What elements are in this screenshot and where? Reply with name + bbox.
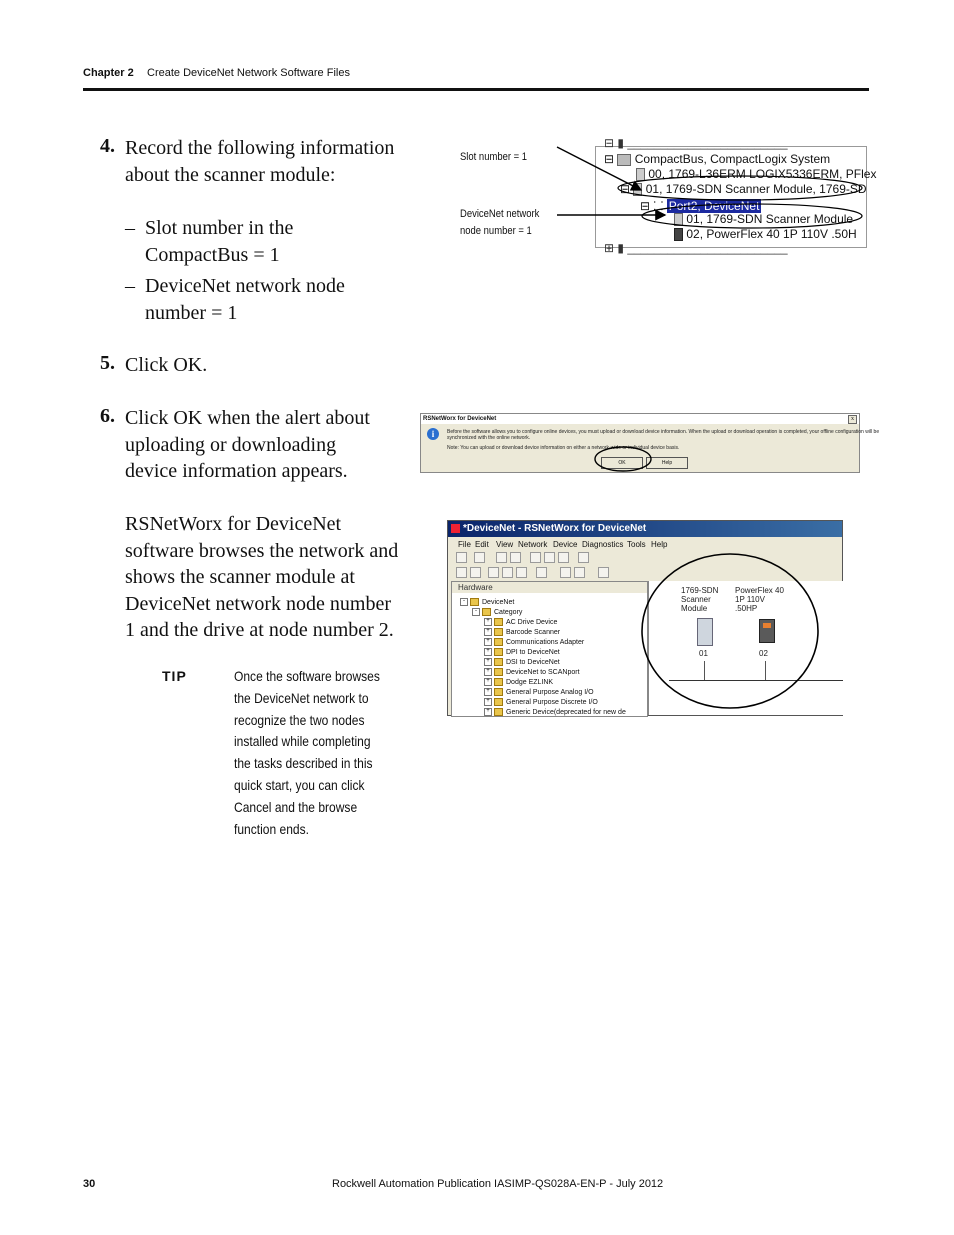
tip-line: Once the software browses: [234, 668, 380, 684]
expand-icon[interactable]: +: [484, 668, 492, 676]
hw-label: DeviceNet to SCANport: [506, 669, 580, 676]
highlight-ellipse-ok: [595, 447, 651, 471]
menu-help[interactable]: Help: [651, 540, 668, 549]
menu-network[interactable]: Network: [518, 540, 548, 549]
step-6-line: Click OK when the alert about: [125, 407, 370, 429]
hw-label: General Purpose Discrete I/O: [506, 699, 598, 706]
tree-label: 00, 1769-L36ERM LOGIX5336ERM, PFlex: [648, 167, 877, 181]
publication-info: Rockwell Automation Publication IASIMP-QS028A-EN-P - July 2012: [332, 1178, 664, 1190]
paragraph-line: 1 and the drive at node number 2.: [125, 619, 394, 641]
page-number: 30: [83, 1178, 96, 1190]
hw-label: DPI to DeviceNet: [506, 649, 560, 656]
step-4-line: about the scanner module:: [125, 163, 336, 186]
network-icon: ⸬: [653, 199, 664, 213]
dialog-title: RSNetWorx for DeviceNet: [421, 414, 859, 424]
chapter-title: Create DeviceNet Network Software Files: [147, 67, 350, 79]
expand-icon[interactable]: ⊟: [620, 182, 631, 196]
hw-label: Category: [494, 609, 523, 616]
expand-icon[interactable]: +: [484, 638, 492, 646]
hw-label: General Purpose Analog I/O: [506, 689, 594, 696]
step-5-text: Click OK.: [125, 354, 208, 376]
info-icon: i: [427, 428, 439, 440]
highlight-ellipse-node: [642, 204, 862, 228]
dialog-note: Note: You can upload or download device information on either a network-wide or individual device basis.: [447, 445, 680, 451]
hw-label: DeviceNet: [482, 599, 515, 606]
hw-label: Barcode Scanner: [506, 629, 561, 636]
node-address-2: 02: [759, 649, 768, 658]
menu-tools[interactable]: Tools: [627, 540, 646, 549]
device-label-scanner: 1769-SDN Scanner Module: [681, 586, 719, 613]
hw-label: AC Drive Device: [506, 619, 558, 626]
step-6-line: device information appears.: [125, 460, 348, 482]
tree-label: 01, 1769-SDN Scanner Module: [686, 212, 854, 226]
node-address-1: 01: [699, 649, 708, 658]
expand-icon[interactable]: +: [484, 658, 492, 666]
paragraph-line: DeviceNet network node number: [125, 592, 392, 615]
expand-icon[interactable]: +: [484, 628, 492, 636]
expand-icon[interactable]: ⊟: [604, 152, 615, 166]
tree-label: CompactBus, CompactLogix System: [634, 152, 831, 166]
expand-icon[interactable]: +: [484, 618, 492, 626]
callout-line: node number = 1: [460, 225, 532, 237]
tree-row-partial: ⊞ ▮ ________________________: [604, 241, 788, 255]
hw-label: Generic Device(deprecated for new de: [506, 709, 626, 716]
sub-item-line: CompactBus = 1: [145, 243, 280, 266]
paragraph-line: RSNetWorx for DeviceNet: [125, 513, 342, 535]
step-6-line: uploading or downloading: [125, 433, 337, 456]
tip-label: TIP: [162, 668, 187, 684]
sub-item-line: Slot number in the: [145, 217, 294, 239]
expand-icon[interactable]: ⊟: [640, 199, 651, 213]
tree-label-selected: Port2, DeviceNet: [668, 199, 760, 213]
menu-file[interactable]: File: [458, 540, 471, 549]
dialog-message: Before the software allows you to configure online devices, you must upload or download device information. When the upload or download operation is completed, your offline configuration will be: [447, 429, 880, 435]
sub-item-line: number = 1: [145, 301, 238, 324]
sub-item-dash: –: [125, 275, 135, 297]
chapter-label: Chapter 2: [83, 67, 134, 79]
window-title: *DeviceNet - RSNetWorx for DeviceNet: [463, 523, 647, 534]
hw-label: DSI to DeviceNet: [506, 659, 560, 666]
ok-button[interactable]: OK: [601, 457, 643, 469]
expand-icon[interactable]: +: [484, 648, 492, 656]
hw-label: Communications Adapter: [506, 639, 585, 646]
menu-device[interactable]: Device: [553, 540, 578, 549]
tip-line: the DeviceNet network to: [234, 689, 369, 706]
dialog-message: synchronized with the online network.: [447, 435, 531, 441]
collapse-icon[interactable]: -: [460, 598, 468, 606]
callout-line: DeviceNet network: [460, 208, 540, 220]
close-icon[interactable]: x: [848, 415, 857, 424]
tip-line: recognize the two nodes: [234, 711, 365, 728]
expand-icon[interactable]: +: [484, 678, 492, 686]
tip-line: the tasks described in this: [234, 755, 373, 772]
sub-item-dash: –: [125, 217, 135, 239]
expand-icon[interactable]: +: [484, 708, 492, 716]
tree-label: 01, 1769-SDN Scanner Module, 1769-SD: [645, 182, 867, 196]
help-button[interactable]: Help: [646, 457, 688, 469]
tip-line: Cancel and the browse: [234, 798, 358, 815]
menu-view[interactable]: View: [496, 540, 514, 549]
paragraph-line: software browses the network and: [125, 539, 399, 562]
tip-line: installed while completing: [234, 733, 371, 750]
tree-label: 02, PowerFlex 40 1P 110V .50H: [686, 227, 857, 241]
step-4-number: 4.: [100, 135, 115, 157]
highlight-ellipse-devices: [642, 554, 818, 708]
sub-item-line: DeviceNet network node: [145, 275, 345, 297]
hw-label: Dodge EZLINK: [506, 679, 554, 686]
expand-icon[interactable]: +: [484, 698, 492, 706]
tip-line: function ends.: [234, 820, 309, 837]
expand-icon[interactable]: +: [484, 688, 492, 696]
step-5-number: 5.: [100, 352, 115, 374]
step-4-line: Record the following information: [125, 137, 395, 159]
device-label-drive: PowerFlex 40 1P 110V .50HP: [735, 586, 784, 613]
collapse-icon[interactable]: -: [472, 608, 480, 616]
callout-slot-number: Slot number = 1: [460, 151, 528, 163]
hardware-header: Hardware: [452, 582, 647, 593]
paragraph-line: shows the scanner module at: [125, 566, 355, 588]
tree-row-partial: ⊟ ▮ ________________________: [604, 136, 788, 150]
tip-line: quick start, you can click: [234, 776, 365, 793]
step-6-number: 6.: [100, 405, 115, 427]
menu-diagnostics[interactable]: Diagnostics: [582, 540, 624, 549]
highlight-ellipse-slot: [618, 176, 862, 200]
menu-edit[interactable]: Edit: [475, 540, 489, 549]
